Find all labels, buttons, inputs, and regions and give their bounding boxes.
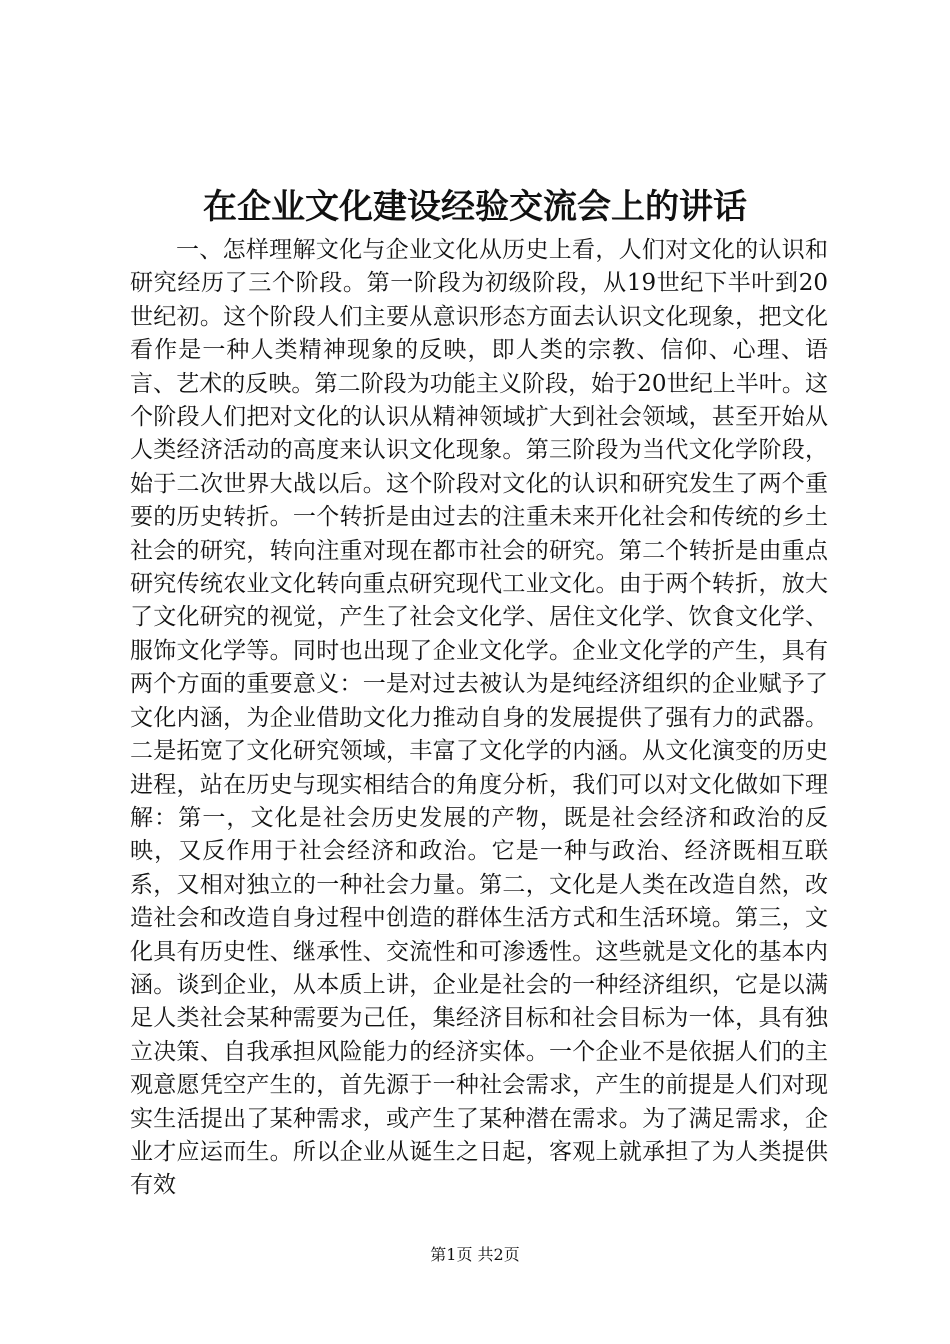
page-title: 在企业文化建设经验交流会上的讲话	[203, 187, 747, 227]
body-paragraph: 一、怎样理解文化与企业文化从历史上看，人们对文化的认识和研究经历了三个阶段。第一阶段为初级阶段，从19世纪下半叶到20世纪初。这个阶段人们主要从意识形态方面去认识文化现象，把文化看作是一种人类精神现象的反映，即人类的宗教、信仰、心理、语言、艺术的反映。第二阶段为功能主义阶段，始于20世纪上半叶。这个阶段人们把对文化的认识从精神领域扩大到社会领域，甚至开始从人类经济活动的高度来认识文化现象。第三阶段为当代文化学阶段，始于二次世界大战以后。这个阶段对文化的认识和研究发生了两个重要的历史转折。一个转折是由过去的注重未来开化社会和传统的乡土社会的研究，转向注重对现在都市社会的研究。第二个转折是由重点研究传统农业文化转向重点研究现代工业文化。由于两个转折，放大了文化研究的视觉，产生了社会文化学、居住文化学、饮食文化学、服饰文化学等。同时也出现了企业文化学。企业文化学的产生，具有两个方面的重要意义：一是对过去被认为是纯经济组织的企业赋予了文化内涵，为企业借助文化力推动自身的发展提供了强有力的武器。二是拓宽了文化研究领域，丰富了文化学的内涵。从文化演变的历史进程，站在历史与现实相结合的角度分析，我们可以对文化做如下理解：第一，文化是社会历史发展的产物，既是社会经济和政治的反映，又反作用于社会经济和政治。它是一种与政治、经济既相互联系，又相对独立的一种社会力量。第二，文化是人类在改造自然，改造社会和改造自身过程中创造的群体生活方式和生活环境。第三，文化具有历史性、继承性、交流性和可渗透性。这些就是文化的基本内涵。谈到企业，从本质上讲，企业是社会的一种经济组织，它是以满足人类社会某种需要为己任，集经济目标和社会目标为一体，具有独立决策、自我承担风险能力的经济实体。一个企业不是依据人们的主观意愿凭空产生的，首先源于一种社会需求，产生的前提是人们对现实生活提出了某种需求，或产生了某种潜在需求。为了满足需求，企业才应运而生。所以企业从诞生之日起，客观上就承担了为人类提供有效	[130, 237, 828, 1199]
page-number-footer: 第1页 共2页	[430, 1245, 520, 1264]
